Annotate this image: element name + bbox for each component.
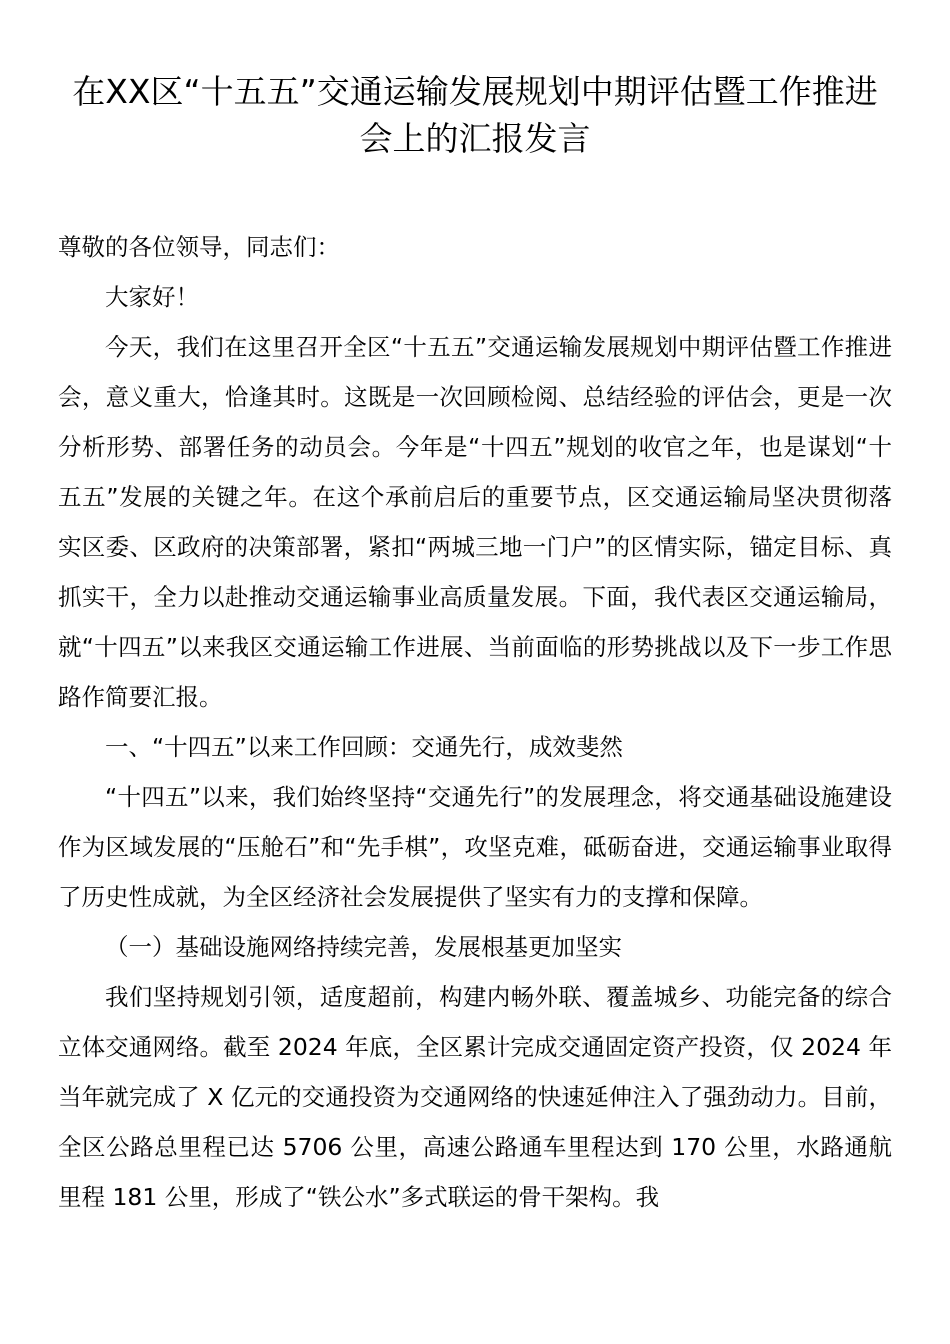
subsection-1-paragraph: 我们坚持规划引领，适度超前，构建内畅外联、覆盖城乡、功能完备的综合立体交通网络。截至 2024 年底，全区累计完成交通固定资产投资，仅 2024 年当年就完成了 X 亿元的交通投资为交通网络的快速延伸注入了强劲动力。目前，全区公路总里程已达 5706 公里，高速公路通车里程达到 170 公里，水路通航里程 181 公里，形成了“铁公水”多式联运的骨干架构。我 [58, 983, 892, 1211]
intro-paragraph: 今天，我们在这里召开全区“十五五”交通运输发展规划中期评估暨工作推进会，意义重大，恰逢其时。这既是一次回顾检阅、总结经验的评估会，更是一次分析形势、部署任务的动员会。今年是“十四五”规划的收官之年，也是谋划“十五五”发展的关键之年。在这个承前启后的重要节点，区交通运输局坚决贯彻落实区委、区政府的决策部署，紧扣“两城三地一门户”的区情实际，锚定目标、真抓实干，全力以赴推动交通运输事业高质量发展。下面，我代表区交通运输局，就“十四五”以来我区交通运输工作进展、当前面临的形势挑战以及下一步工作思路作简要汇报。 [58, 333, 892, 711]
document-title: 在XX区“十五五”交通运输发展规划中期评估暨工作推进会上的汇报发言 [72, 72, 878, 158]
document-body [58, 222, 892, 1222]
greeting: 大家好！ [105, 283, 199, 311]
section-heading-1: 一、“十四五”以来工作回顾：交通先行，成效斐然 [105, 733, 623, 761]
section-1-paragraph: “十四五”以来，我们始终坚持“交通先行”的发展理念，将交通基础设施建设作为区域发展的“压舱石”和“先手棋”，攻坚克难，砥砺奋进，交通运输事业取得了历史性成就，为全区经济社会发展提供了坚实有力的支撑和保障。 [58, 783, 892, 911]
subsection-heading-1: （一）基础设施网络持续完善，发展根基更加坚实 [105, 933, 622, 961]
salutation: 尊敬的各位领导，同志们： [58, 233, 340, 261]
